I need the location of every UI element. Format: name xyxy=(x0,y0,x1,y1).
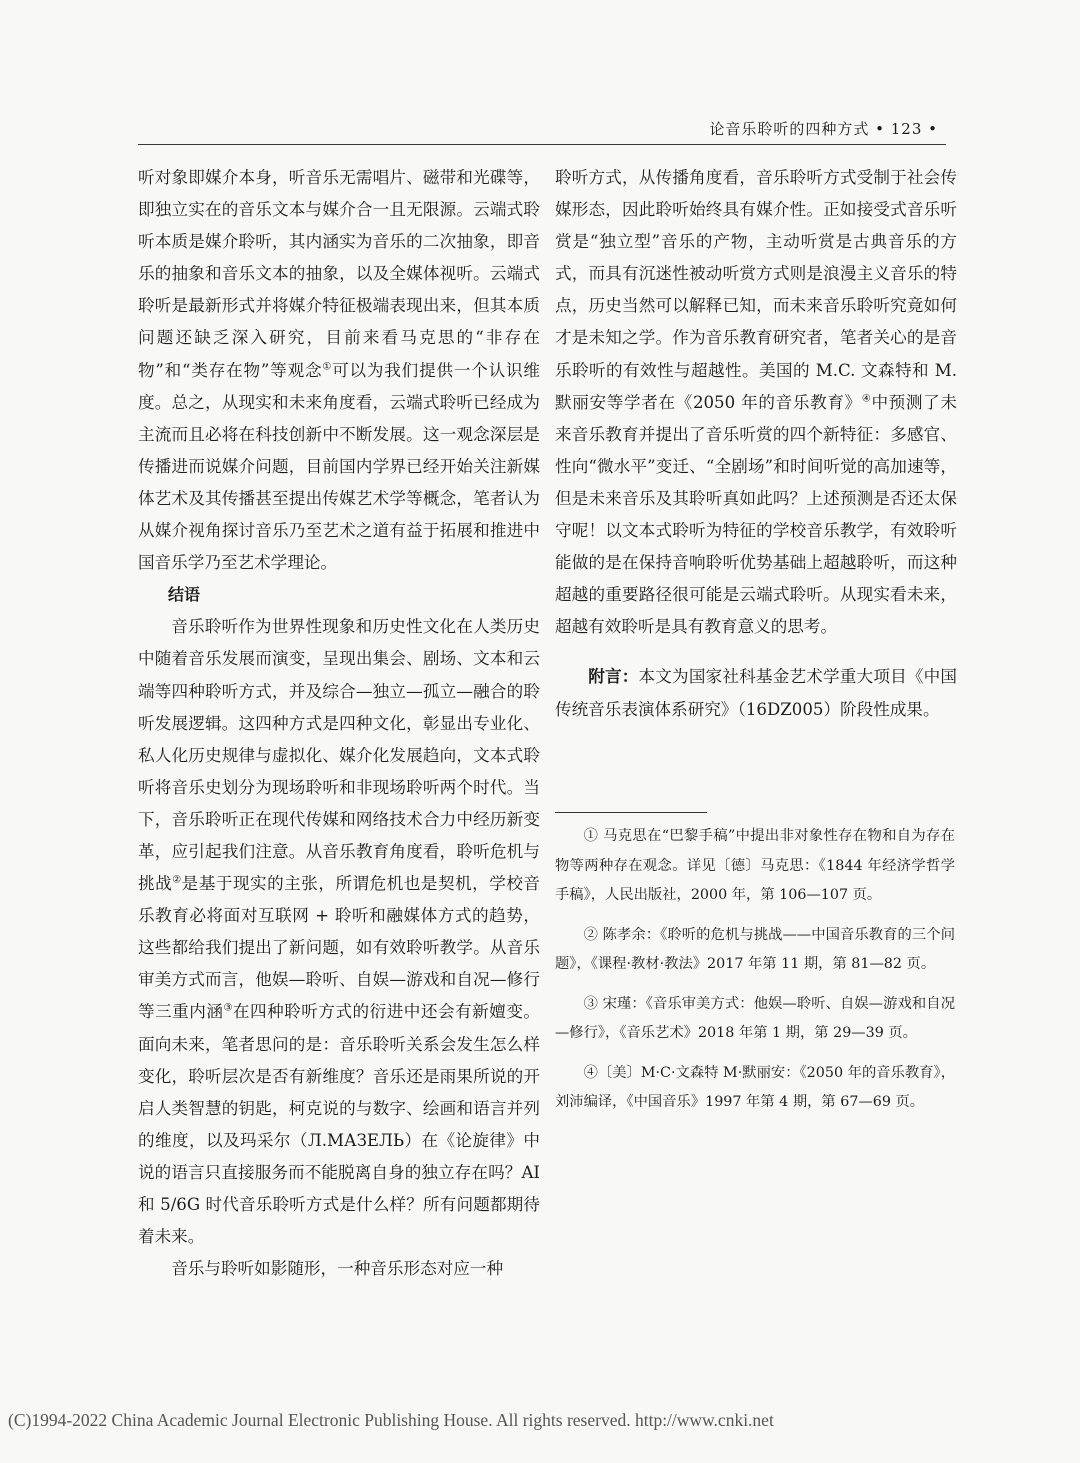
footnote: ① 马克思在“巴黎手稿”中提出非对象性存在物和自为存在物等两种存在观念。详见〔德〕马克思：《1844 年经济学哲学手稿》，人民出版社，2000 年，第 106—107 页。 xyxy=(555,828,955,903)
footnote: ② 陈孝余：《聆听的危机与挑战——中国音乐教育的三个问题》，《课程·教材·教法》2017 年第 11 期，第 81—82 页。 xyxy=(555,926,955,972)
footnote-ref[interactable]: ② xyxy=(172,874,182,886)
footnote-ref[interactable]: ④ xyxy=(861,393,872,405)
note-label: 附言： xyxy=(588,667,639,687)
paragraph: 聆听方式，从传播角度看，音乐聆听方式受制于社会传媒形态，因此聆听始终具有媒介性。正如接受式音乐听赏是“独立型”音乐的产物，主动听赏是古典音乐的方式，而具有沉迷性被动听赏方式则是浪漫主义音乐的特点，历史当然可以解释已知，而未来音乐聆听究竟如何才是未知之学。作为音乐教育研究者，笔者关心的是音乐聆听的有效性与超越性。美国的 M.C. 文森特和 M. 默丽安等学者在《2050 年的音乐教育》④中预测了未来音乐教育并提出了音乐听赏的四个新特征：多感官、性向“微水平”变迁、“全剧场”和时间听觉的高加速等，但是未来音乐及其聆听真如此吗？上述预测是否还太保守呢！以文本式聆听为特征的学校音乐教学，有效聆听能做的是在保持音响聆听优势基础上超越聆听，而这种超越的重要路径很可能是云端式聆听。从现实看未来，超越有效聆听是具有教育意义的思考。 xyxy=(555,168,958,637)
footnote-ref[interactable]: ③ xyxy=(223,1002,233,1014)
right-column xyxy=(555,162,957,726)
running-header xyxy=(138,116,946,145)
copyright-line: (C)1994-2022 China Academic Journal Electronic Publishing House. All rights reserved. http://www.cnki.net xyxy=(8,1410,774,1430)
footnotes xyxy=(555,822,955,1128)
paragraph: 音乐聆听作为世界性现象和历史性文化在人类历史中随着音乐发展而演变，呈现出集会、剧场、文本和云端等四种聆听方式，并及综合—独立—孤立—融合的聆听发展逻辑。这四种方式是四种文化，彰显出专业化、私人化历史规律与虚拟化、媒介化发展趋向，文本式聆听将音乐史划分为现场聆听和非现场聆听两个时代。当下，音乐聆听正在现代传媒和网络技术合力中经历新变革，应引起我们注意。从音乐教育角度看，聆听危机与挑战②是基于现实的主张，所谓危机也是契机，学校音乐教育必将面对互联网 + 聆听和融媒体方式的趋势，这些都给我们提出了新问题，如有效聆听教学。从音乐审美方式而言，他娱—聆听、自娱—游戏和自况—修行等三重内涵③在四种聆听方式的衍进中还会有新嬗变。面向未来，笔者思问的是：音乐聆听关系会发生怎么样变化，聆听层次是否有新维度？音乐还是雨果所说的开启人类智慧的钥匙，柯克说的与数字、绘画和语言并列的维度，以及玛采尔（Л.МАЗЕЛЬ）在《论旋律》中说的语言只直接服务而不能脱离自身的独立存在吗？AI 和 5/6G 时代音乐聆听方式是什么样？所有问题都期待着未来。 xyxy=(138,617,541,1247)
footnote: ④〔美〕M·C·文森特 M·默丽安：《2050 年的音乐教育》，刘沛编译，《中国音乐》1997 年第 4 期，第 67—69 页。 xyxy=(555,1064,955,1110)
acknowledgement-note xyxy=(555,661,957,725)
note-text: 本文为国家社科基金艺术学重大项目《中国传统音乐表演体系研究》（16DZ005）阶段性成果。 xyxy=(555,667,958,719)
left-column xyxy=(138,162,540,1285)
footnote: ③ 宋瑾：《音乐审美方式：他娱—聆听、自娱—游戏和自况—修行》，《音乐艺术》2018 年第 1 期，第 29—39 页。 xyxy=(555,995,955,1041)
paragraph: 音乐与聆听如影随形，一种音乐形态对应一种 xyxy=(171,1259,504,1279)
footnote-ref[interactable]: ① xyxy=(322,361,333,373)
paragraph: 听对象即媒介本身，听音乐无需唱片、磁带和光碟等，即独立实在的音乐文本与媒介合一且无限源。云端式聆听本质是媒介聆听，其内涵实为音乐的二次抽象，即音乐的抽象和音乐文本的抽象，以及全媒体视听。云端式聆听是最新形式并将媒介特征极端表现出来，但其本质问题还缺乏深入研究，目前来看马克思的“非存在物”和“类存在物”等观念①可以为我们提供一个认识维度。总之，从现实和未来角度看，云端式聆听已经成为主流而且必将在科技创新中不断发展。这一观念深层是传播进而说媒介问题，目前国内学界已经开始关注新媒体艺术及其传播甚至提出传媒艺术学等概念，笔者认为从媒介视角探讨音乐乃至艺术之道有益于拓展和推进中国音乐学乃至艺术学理论。 xyxy=(138,168,541,573)
section-heading: 结语 xyxy=(168,585,201,605)
header-title: 论音乐聆听的四种方式 • 123 • xyxy=(709,120,938,138)
footnote-divider xyxy=(555,812,707,813)
